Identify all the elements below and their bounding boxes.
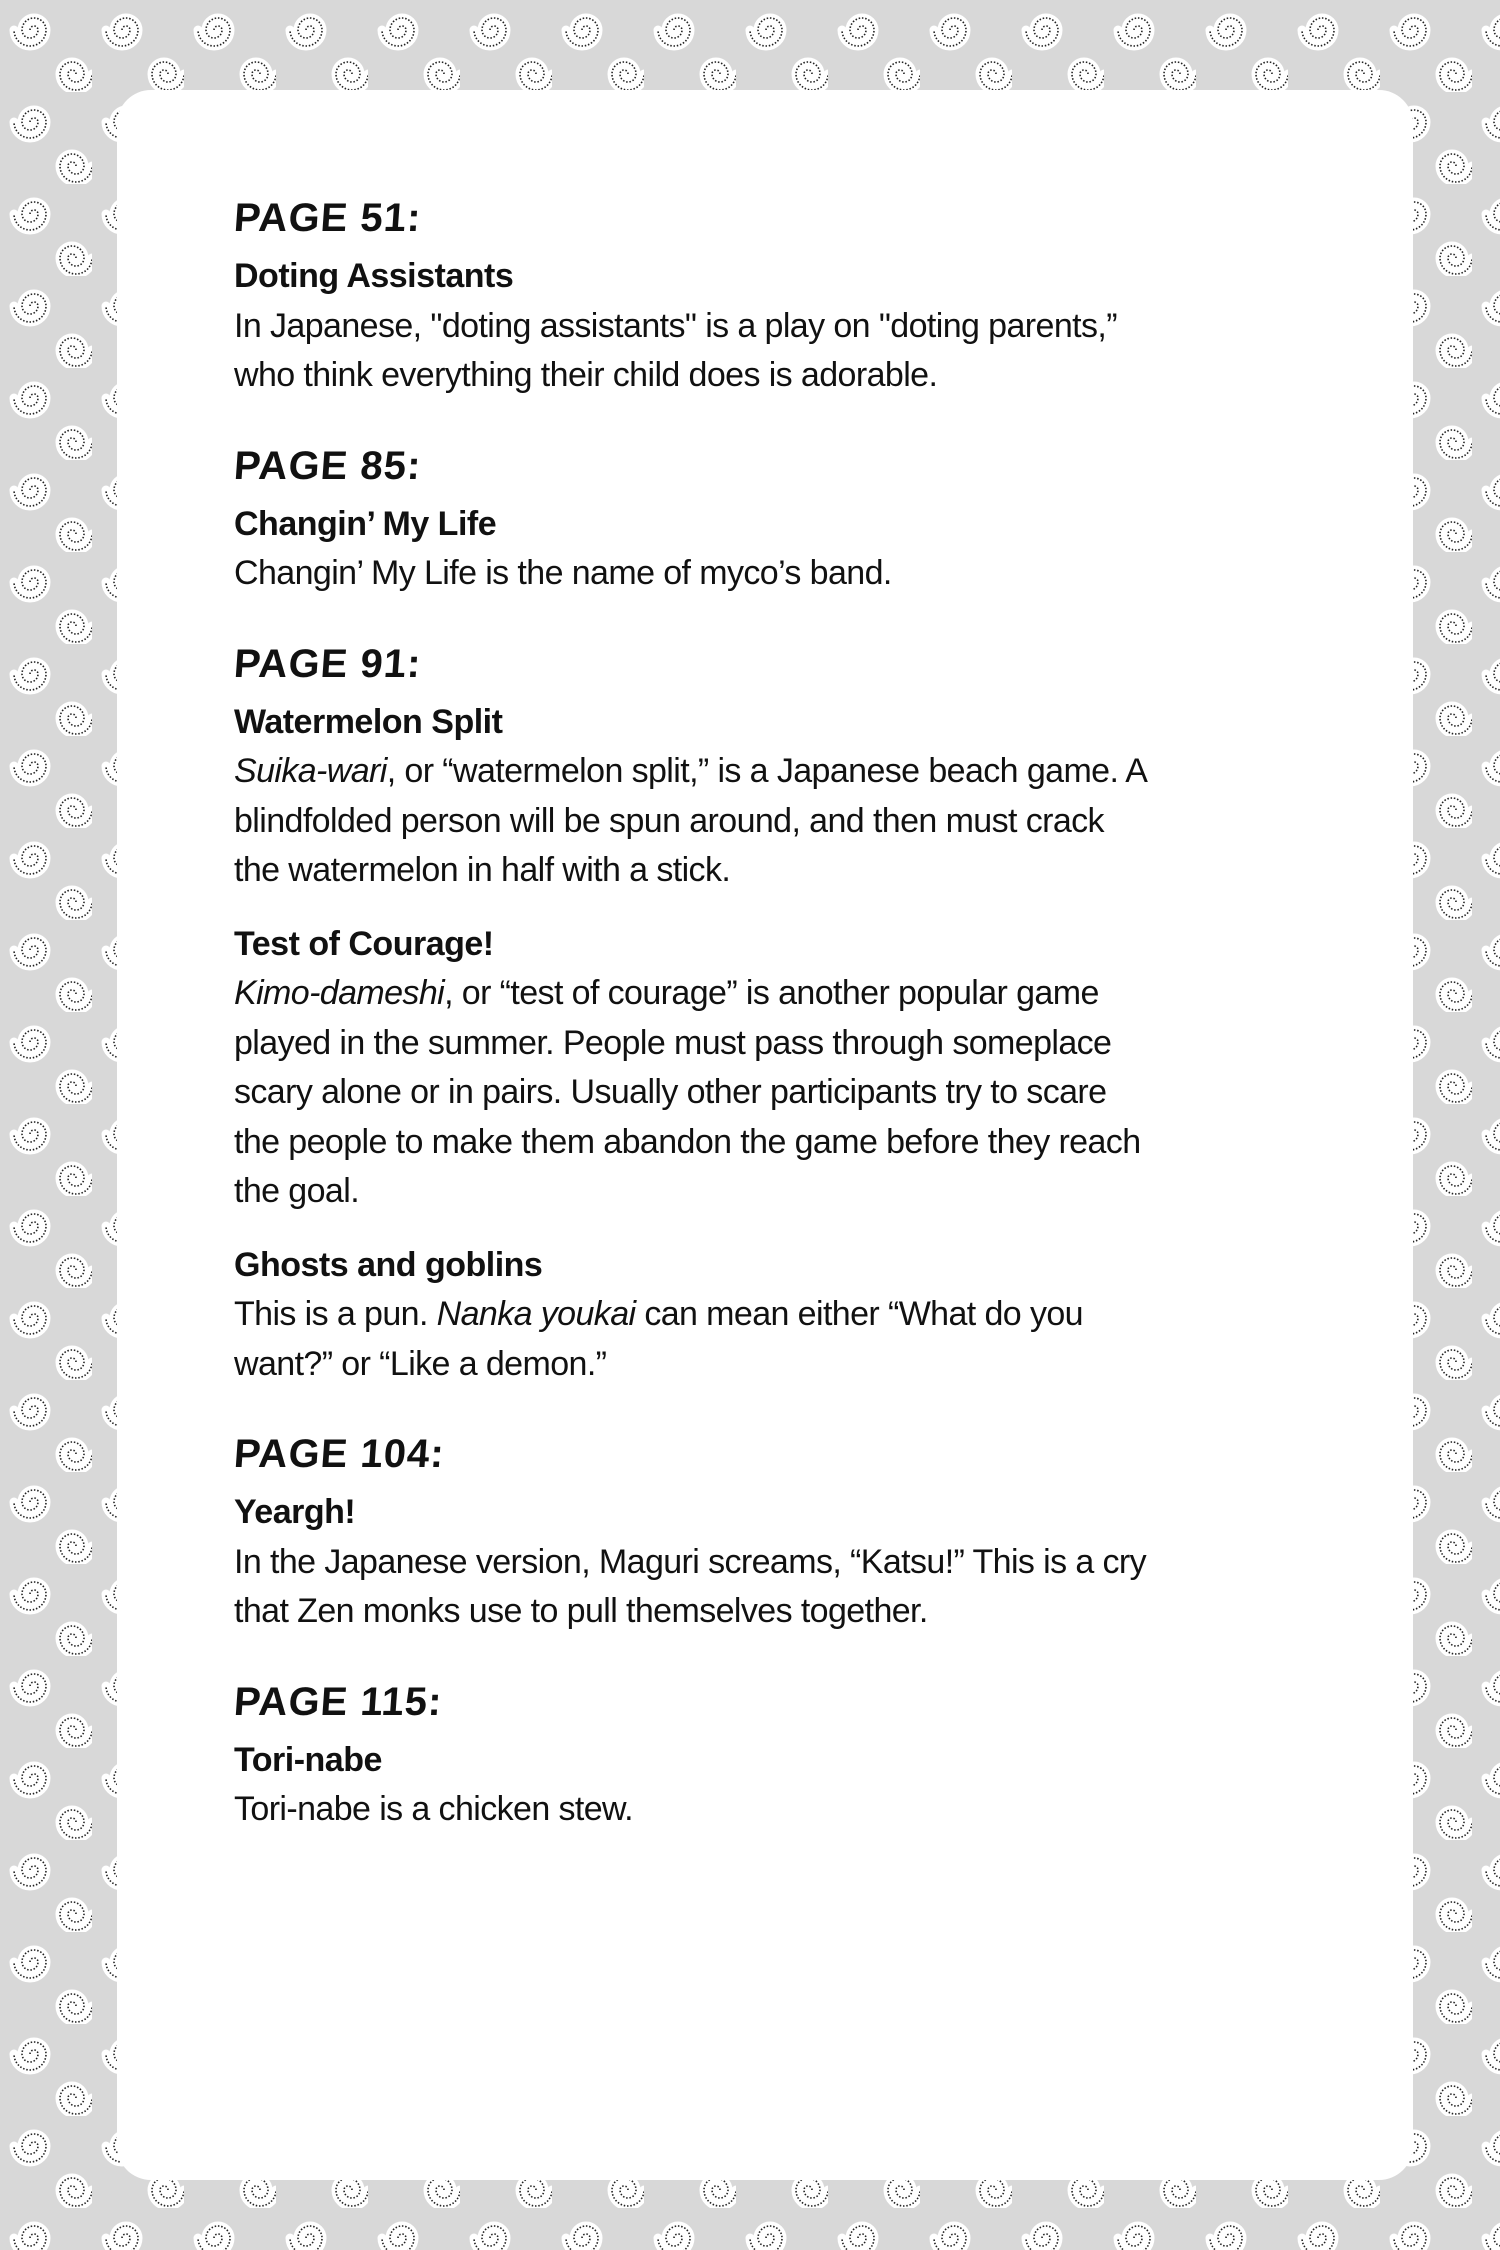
note-entry — [234, 698, 1354, 896]
note-title: Watermelon Split — [234, 702, 503, 741]
note-title: Tori-nabe — [234, 1740, 382, 1779]
note-text-line — [234, 1167, 1354, 1217]
note-title: Yeargh! — [234, 1493, 356, 1531]
note-text-line — [234, 1785, 1354, 1835]
note-entry — [234, 252, 1354, 401]
note-entry — [234, 920, 1354, 1217]
note-text-line — [234, 1068, 1354, 1118]
text-segment: the watermelon in half with a stick. — [234, 851, 731, 889]
note-title: Doting Assistants — [234, 257, 514, 295]
note-text-line — [234, 302, 1354, 352]
note-section — [234, 1677, 1354, 1835]
note-text-line — [234, 351, 1354, 401]
note-entry — [234, 1241, 1354, 1390]
note-text-line — [234, 797, 1354, 847]
text-segment: , or “test of courage” is another popular game — [444, 974, 1099, 1012]
page-heading: PAGE 91: — [232, 641, 423, 686]
text-segment: the goal. — [234, 1172, 360, 1210]
note-section — [234, 193, 1354, 401]
text-segment: In the Japanese version, Maguri screams, “Katsu!” This is a cry — [234, 1542, 1147, 1581]
note-entry — [234, 1736, 1354, 1835]
note-text-line — [234, 1340, 1354, 1390]
text-segment: the people to make them abandon the game before they reach — [234, 1122, 1141, 1161]
note-text-line — [234, 747, 1354, 797]
page-heading: PAGE 115: — [232, 1679, 444, 1724]
italic-term: Suika-wari — [234, 752, 387, 790]
text-segment: Tori-nabe is a chicken stew. — [234, 1790, 633, 1828]
text-segment: can mean either “What do you — [635, 1295, 1083, 1333]
note-text-line — [234, 549, 1354, 599]
text-segment: , or “watermelon split,” is a Japanese beach game. A — [386, 752, 1148, 790]
text-segment: blindfolded person will be spun around, and then must crack — [234, 801, 1104, 840]
text-segment: that Zen monks use to pull themselves together. — [234, 1592, 928, 1630]
note-text-line — [234, 1118, 1354, 1168]
text-segment: played in the summer. People must pass through someplace — [234, 1023, 1112, 1062]
notes-content — [234, 193, 1354, 1835]
note-entry — [234, 500, 1354, 599]
note-title: Changin’ My Life — [234, 504, 497, 543]
note-text-line — [234, 1538, 1354, 1588]
note-text-line — [234, 1019, 1354, 1069]
note-title: Ghosts and goblins — [234, 1245, 543, 1284]
text-segment: Changin’ My Life is the name of myco’s band. — [234, 554, 892, 592]
note-entry — [234, 1488, 1354, 1637]
text-segment: In Japanese, "doting assistants" is a play on "doting parents,” — [234, 306, 1117, 345]
note-text-line — [234, 846, 1354, 896]
note-section — [234, 441, 1354, 599]
text-segment: This is a pun. — [234, 1295, 437, 1333]
note-section — [234, 639, 1354, 1390]
text-segment: scary alone or in pairs. Usually other participants try to scare — [234, 1073, 1107, 1111]
page-heading: PAGE 104: — [232, 1432, 447, 1476]
note-text-line — [234, 969, 1354, 1019]
page-heading: PAGE 85: — [232, 443, 423, 488]
note-section — [234, 1429, 1354, 1637]
page-heading: PAGE 51: — [232, 196, 423, 240]
italic-term: Nanka youkai — [436, 1295, 636, 1333]
text-segment: who think everything their child does is adorable. — [234, 356, 938, 394]
note-text-line — [234, 1290, 1354, 1340]
note-title: Test of Courage! — [234, 924, 494, 963]
italic-term: Kimo-dameshi — [234, 974, 445, 1012]
note-text-line — [234, 1587, 1354, 1637]
text-segment: want?” or “Like a demon.” — [234, 1344, 607, 1383]
